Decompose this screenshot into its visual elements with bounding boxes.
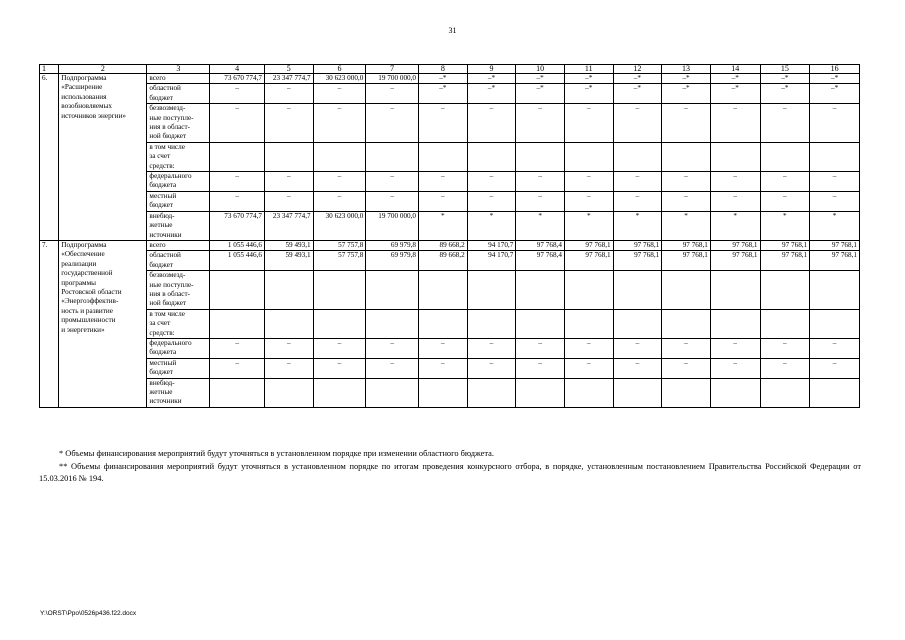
funding-value-cell: – [366, 84, 419, 104]
funding-source-label-line: бюджет [149, 201, 173, 210]
funding-value-cell: – [564, 338, 613, 358]
funding-value-cell [810, 309, 860, 338]
funding-source-label [147, 309, 210, 338]
funding-value-cell [662, 142, 711, 171]
funding-value-cell: – [810, 358, 860, 378]
column-number: 3 [147, 65, 210, 74]
funding-value-cell: –* [516, 84, 565, 104]
funding-source-label-line: средств: [149, 328, 175, 337]
funding-value-cell: 97 768,1 [810, 240, 860, 250]
funding-value-cell: – [467, 358, 516, 378]
table-row [40, 358, 860, 378]
funding-value-cell: 23 347 774,7 [264, 74, 313, 84]
funding-value-cell: 97 768,1 [710, 240, 760, 250]
funding-value-cell: 30 623 000,0 [313, 74, 366, 84]
funding-value-cell [313, 142, 366, 171]
funding-value-cell [210, 271, 265, 310]
funding-value-cell [760, 378, 810, 407]
funding-value-cell: – [710, 104, 760, 143]
footnote-1: * Объемы финансирования мероприятий будут уточняться в установленном порядке при изменении областного бюджета. [59, 449, 494, 458]
funding-value-cell: –* [564, 74, 613, 84]
funding-source-label [147, 240, 210, 250]
column-number: 4 [210, 65, 265, 74]
funding-value-cell: 69 979,8 [366, 251, 419, 271]
funding-source-label-line: бюджет [149, 93, 173, 102]
funding-value-cell: – [516, 338, 565, 358]
funding-value-cell [366, 271, 419, 310]
funding-value-cell: – [710, 338, 760, 358]
program-name-line: возобновляемых [61, 102, 113, 111]
funding-value-cell: – [710, 191, 760, 211]
funding-value-cell: – [760, 338, 810, 358]
funding-value-cell: * [662, 211, 711, 240]
funding-value-cell: –* [662, 74, 711, 84]
funding-value-cell: 89 668,2 [419, 251, 468, 271]
program-name-line: «Обеспечение [61, 250, 105, 259]
column-number: 2 [59, 65, 147, 74]
funding-source-label-line: ния в област- [149, 123, 190, 132]
funding-value-cell: 97 768,1 [564, 251, 613, 271]
table-row [40, 104, 860, 143]
funding-value-cell [710, 142, 760, 171]
funding-value-cell: – [516, 358, 565, 378]
funding-value-cell: – [516, 191, 565, 211]
funding-source-label-line: источники [149, 230, 182, 239]
funding-value-cell: * [810, 211, 860, 240]
funding-value-cell: * [419, 211, 468, 240]
funding-source-label-line: ные поступле- [149, 113, 194, 122]
program-name [59, 74, 147, 241]
funding-value-cell: –* [810, 74, 860, 84]
funding-value-cell [419, 271, 468, 310]
funding-value-cell: – [467, 104, 516, 143]
funding-value-cell: –* [710, 74, 760, 84]
funding-value-cell [264, 309, 313, 338]
table-row [40, 142, 860, 171]
program-name-line: Подпрограмма [61, 240, 107, 249]
funding-value-cell: – [366, 172, 419, 192]
funding-source-label-line: ные поступле- [149, 280, 194, 289]
funding-value-cell: 97 768,1 [760, 251, 810, 271]
funding-value-cell: – [564, 172, 613, 192]
funding-source-label-line: ной бюджет [149, 132, 187, 141]
funding-value-cell [210, 142, 265, 171]
funding-value-cell [710, 309, 760, 338]
funding-value-cell [467, 378, 516, 407]
program-name-line: Подпрограмма [61, 74, 107, 82]
funding-value-cell: – [210, 172, 265, 192]
footnotes [39, 448, 861, 486]
funding-source-label [147, 191, 210, 211]
funding-value-cell: – [760, 104, 810, 143]
funding-source-label-line: внебюд- [149, 378, 175, 387]
funding-source-label [147, 358, 210, 378]
column-number: 14 [710, 65, 760, 74]
funding-value-cell: 97 768,4 [516, 251, 565, 271]
funding-value-cell: – [564, 104, 613, 143]
funding-value-cell: – [516, 172, 565, 192]
funding-source-label [147, 172, 210, 192]
table-row [40, 251, 860, 271]
funding-value-cell: – [419, 338, 468, 358]
table-row [40, 211, 860, 240]
funding-value-cell: 97 768,1 [710, 251, 760, 271]
column-number: 7 [366, 65, 419, 74]
funding-value-cell: – [662, 104, 711, 143]
funding-value-cell: – [366, 358, 419, 378]
funding-value-cell: 19 700 000,0 [366, 211, 419, 240]
funding-value-cell [467, 309, 516, 338]
program-name-line: реализации [61, 259, 97, 268]
program-number: 6. [40, 74, 59, 241]
funding-source-label-line: бюджета [149, 348, 177, 357]
funding-value-cell: 1 055 446,6 [210, 251, 265, 271]
funding-value-cell: 59 493,1 [264, 251, 313, 271]
funding-value-cell [810, 142, 860, 171]
funding-source-label-line: всего [149, 74, 166, 82]
program-name-line: и энергетики» [61, 325, 105, 334]
funding-value-cell: – [810, 338, 860, 358]
funding-value-cell: – [613, 358, 662, 378]
funding-value-cell [313, 309, 366, 338]
funding-value-cell: – [760, 191, 810, 211]
table-row [40, 84, 860, 104]
funding-value-cell: 94 170,7 [467, 240, 516, 250]
funding-source-label [147, 338, 210, 358]
column-number: 11 [564, 65, 613, 74]
column-number: 16 [810, 65, 860, 74]
funding-source-label-line: средств: [149, 161, 175, 170]
program-name-line: Ростовской области [61, 287, 122, 296]
funding-value-cell: 57 757,8 [313, 251, 366, 271]
funding-value-cell: – [613, 191, 662, 211]
funding-source-label-line: бюджет [149, 368, 173, 377]
funding-source-label [147, 104, 210, 143]
funding-source-label-line: всего [149, 240, 166, 249]
funding-value-cell: 97 768,1 [613, 240, 662, 250]
funding-value-cell: –* [564, 84, 613, 104]
table-row [40, 172, 860, 192]
column-number-row [40, 65, 860, 74]
funding-source-label-line: источники [149, 397, 182, 406]
document-file-path: Y:\ORST\Ppo\0526p436.f22.docx [40, 610, 137, 617]
funding-source-label-line: бюджета [149, 181, 177, 190]
funding-value-cell: 57 757,8 [313, 240, 366, 250]
funding-value-cell: –* [710, 84, 760, 104]
column-number: 6 [313, 65, 366, 74]
funding-value-cell [613, 378, 662, 407]
column-number: 10 [516, 65, 565, 74]
table-row [40, 240, 860, 250]
funding-value-cell: – [264, 84, 313, 104]
program-name-line: «Расширение [61, 83, 103, 92]
funding-value-cell [366, 378, 419, 407]
funding-value-cell: – [419, 104, 468, 143]
funding-value-cell: – [264, 104, 313, 143]
funding-value-cell: –* [467, 84, 516, 104]
page-number: 31 [448, 26, 457, 35]
funding-value-cell: 94 170,7 [467, 251, 516, 271]
funding-value-cell: – [613, 338, 662, 358]
funding-value-cell: * [710, 211, 760, 240]
funding-value-cell: 1 055 446,6 [210, 240, 265, 250]
program-name-line: промышленности [61, 316, 116, 325]
funding-source-label [147, 142, 210, 171]
funding-value-cell: – [419, 358, 468, 378]
funding-value-cell: –* [613, 84, 662, 104]
funding-source-label [147, 74, 210, 84]
funding-source-label-line: за счет [149, 319, 171, 328]
table-row [40, 378, 860, 407]
funding-source-label [147, 211, 210, 240]
funding-source-label-line: ния в област- [149, 289, 190, 298]
funding-source-label-line: в том числе [149, 309, 185, 318]
funding-value-cell [516, 271, 565, 310]
funding-source-label-line: безвозмезд- [149, 271, 186, 280]
funding-value-cell: – [467, 172, 516, 192]
funding-value-cell: – [313, 358, 366, 378]
funding-value-cell [613, 142, 662, 171]
funding-value-cell: – [366, 104, 419, 143]
funding-value-cell: –* [613, 74, 662, 84]
funding-value-cell [366, 142, 419, 171]
funding-value-cell: – [366, 338, 419, 358]
funding-value-cell: 97 768,1 [760, 240, 810, 250]
funding-source-label-line: в том числе [149, 142, 185, 151]
funding-value-cell: 59 493,1 [264, 240, 313, 250]
column-number: 9 [467, 65, 516, 74]
funding-value-cell: – [313, 104, 366, 143]
program-name [59, 240, 147, 407]
funding-value-cell: * [760, 211, 810, 240]
funding-value-cell [419, 378, 468, 407]
funding-value-cell: – [366, 191, 419, 211]
funding-value-cell [810, 271, 860, 310]
funding-value-cell: –* [810, 84, 860, 104]
funding-source-label [147, 378, 210, 407]
funding-source-label [147, 271, 210, 310]
funding-value-cell [516, 142, 565, 171]
table-row [40, 309, 860, 338]
funding-value-cell: – [467, 338, 516, 358]
funding-value-cell: 97 768,1 [810, 251, 860, 271]
funding-value-cell: –* [516, 74, 565, 84]
funding-value-cell: – [313, 338, 366, 358]
funding-value-cell: – [210, 104, 265, 143]
funding-value-cell [662, 378, 711, 407]
funding-value-cell: 97 768,1 [613, 251, 662, 271]
funding-value-cell: – [264, 172, 313, 192]
funding-source-label-line: бюджет [149, 260, 173, 269]
funding-value-cell [313, 271, 366, 310]
program-name-line: источников энергии» [61, 111, 126, 120]
funding-source-label-line: федерального [149, 338, 192, 347]
funding-value-cell: – [210, 358, 265, 378]
program-number: 7. [40, 240, 59, 407]
funding-value-cell [516, 309, 565, 338]
funding-value-cell: – [419, 172, 468, 192]
funding-value-cell: – [210, 84, 265, 104]
funding-value-cell [264, 378, 313, 407]
funding-value-cell [662, 271, 711, 310]
program-name-line: государственной [61, 269, 113, 278]
funding-value-cell [313, 378, 366, 407]
funding-value-cell: – [810, 191, 860, 211]
funding-value-cell: 69 979,8 [366, 240, 419, 250]
funding-value-cell: – [662, 338, 711, 358]
funding-value-cell: – [760, 172, 810, 192]
funding-value-cell [564, 309, 613, 338]
program-name-line: «Энергоэффектив- [61, 297, 119, 306]
funding-value-cell [760, 271, 810, 310]
funding-source-label-line: внебюд- [149, 211, 175, 220]
funding-value-cell: 97 768,1 [662, 240, 711, 250]
funding-value-cell: * [564, 211, 613, 240]
funding-value-cell [710, 378, 760, 407]
column-number: 1 [40, 65, 59, 74]
table-row [40, 191, 860, 211]
funding-source-label [147, 251, 210, 271]
program-name-line: программы [61, 278, 96, 287]
funding-value-cell: 89 668,2 [419, 240, 468, 250]
funding-value-cell [210, 378, 265, 407]
funding-value-cell [516, 378, 565, 407]
column-number: 15 [760, 65, 810, 74]
funding-source-label-line: местный [149, 191, 177, 200]
funding-value-cell: – [264, 338, 313, 358]
funding-value-cell [467, 142, 516, 171]
funding-source-label-line: областной [149, 251, 181, 260]
funding-source-label-line: жетные [149, 388, 173, 396]
funding-value-cell: –* [419, 84, 468, 104]
funding-value-cell [366, 309, 419, 338]
funding-value-cell [419, 309, 468, 338]
funding-value-cell: * [613, 211, 662, 240]
funding-value-cell [662, 309, 711, 338]
funding-value-cell: – [760, 358, 810, 378]
funding-source-label-line: федерального [149, 172, 192, 181]
funding-value-cell: 97 768,1 [662, 251, 711, 271]
funding-source-label-line: безвозмезд- [149, 104, 186, 113]
funding-value-cell: – [662, 191, 711, 211]
funding-value-cell [264, 271, 313, 310]
funding-value-cell [467, 271, 516, 310]
funding-value-cell: 97 768,4 [516, 240, 565, 250]
funding-value-cell: – [564, 191, 613, 211]
column-number: 12 [613, 65, 662, 74]
funding-value-cell [760, 309, 810, 338]
funding-value-cell [564, 142, 613, 171]
funding-value-cell: – [564, 358, 613, 378]
funding-value-cell: 97 768,1 [564, 240, 613, 250]
funding-value-cell [810, 378, 860, 407]
funding-value-cell: – [313, 172, 366, 192]
funding-source-label-line: ной бюджет [149, 299, 187, 308]
funding-value-cell: – [210, 191, 265, 211]
funding-value-cell: – [467, 191, 516, 211]
funding-value-cell: – [264, 191, 313, 211]
funding-value-cell [613, 309, 662, 338]
funding-value-cell: – [810, 104, 860, 143]
funding-value-cell: – [210, 338, 265, 358]
financing-table [39, 64, 860, 408]
funding-value-cell: – [613, 104, 662, 143]
funding-value-cell: – [810, 172, 860, 192]
funding-source-label-line: областной [149, 84, 181, 93]
funding-value-cell: 73 670 774,7 [210, 211, 265, 240]
program-name-line: использования [61, 92, 107, 101]
funding-value-cell [210, 309, 265, 338]
funding-value-cell [613, 271, 662, 310]
table-row [40, 338, 860, 358]
funding-value-cell [564, 378, 613, 407]
column-number: 8 [419, 65, 468, 74]
funding-value-cell: 23 347 774,7 [264, 211, 313, 240]
footnote-2: ** Объемы финансирования мероприятий будут уточняться в установленном порядке по итогам проведения конкурсного отбора, в порядке, установленным постановлением Правительства Российской Федерации от 15.03.2016 № 194. [39, 461, 861, 483]
funding-value-cell [419, 142, 468, 171]
funding-source-label [147, 84, 210, 104]
funding-value-cell: 73 670 774,7 [210, 74, 265, 84]
funding-value-cell: – [710, 172, 760, 192]
funding-value-cell: –* [760, 84, 810, 104]
funding-value-cell: – [313, 84, 366, 104]
funding-value-cell: –* [419, 74, 468, 84]
funding-value-cell: –* [662, 84, 711, 104]
funding-value-cell: – [710, 358, 760, 378]
table-row [40, 271, 860, 310]
funding-value-cell: * [516, 211, 565, 240]
funding-value-cell: 30 623 000,0 [313, 211, 366, 240]
funding-value-cell [710, 271, 760, 310]
program-name-line: ность и развитие [61, 306, 113, 315]
funding-value-cell: – [264, 358, 313, 378]
funding-value-cell [264, 142, 313, 171]
funding-source-label-line: жетные [149, 221, 173, 230]
funding-value-cell: –* [760, 74, 810, 84]
funding-value-cell: – [419, 191, 468, 211]
column-number: 13 [662, 65, 711, 74]
funding-value-cell: – [662, 172, 711, 192]
table-row [40, 74, 860, 84]
funding-value-cell: –* [467, 74, 516, 84]
column-number: 5 [264, 65, 313, 74]
funding-value-cell: * [467, 211, 516, 240]
funding-source-label-line: местный [149, 358, 177, 367]
funding-value-cell: – [313, 191, 366, 211]
funding-value-cell: 19 700 000,0 [366, 74, 419, 84]
funding-value-cell [564, 271, 613, 310]
funding-value-cell: – [516, 104, 565, 143]
funding-source-label-line: за счет [149, 152, 171, 161]
funding-value-cell [760, 142, 810, 171]
funding-value-cell: – [613, 172, 662, 192]
funding-value-cell: – [662, 358, 711, 378]
